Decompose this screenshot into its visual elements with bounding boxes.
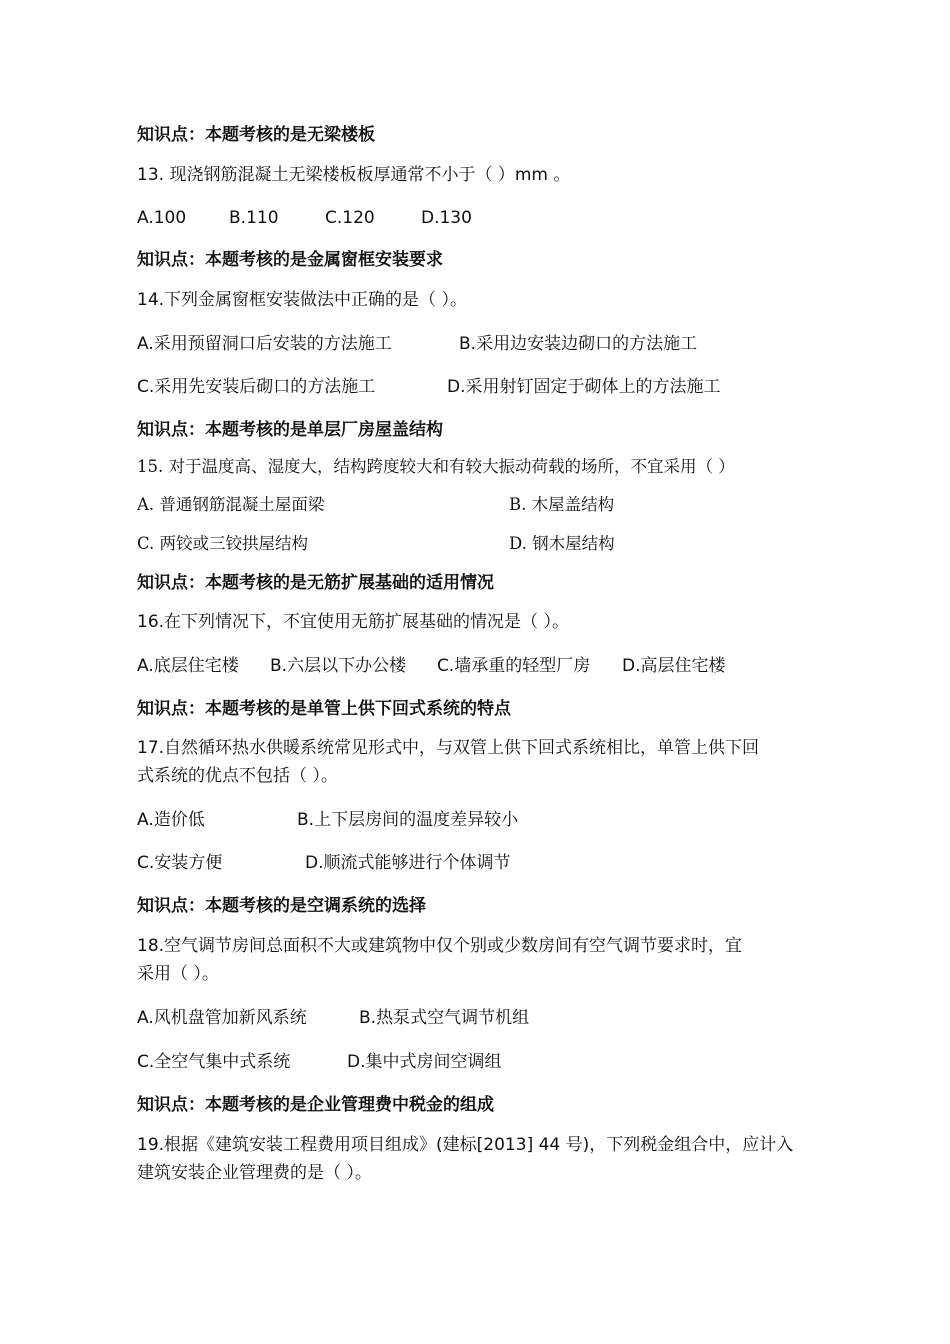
option-a: A.风机盘管加新风系统 <box>137 1008 307 1028</box>
option-c: C.120 <box>325 208 375 228</box>
option-d: D.顺流式能够进行个体调节 <box>305 853 511 873</box>
question-13: 13. 现浇钢筋混凝土无梁楼板板厚通常不小于（ ）mm 。 <box>137 165 571 185</box>
question-14: 14.下列金属窗框安装做法中正确的是（ ）。 <box>137 290 467 310</box>
question-18-line1: 18.空气调节房间总面积不大或建筑物中仅个别或少数房间有空气调节要求时，宜 <box>137 936 743 956</box>
option-b: B.上下层房间的温度差异较小 <box>297 810 519 830</box>
knowledge-point-16: 知识点：本题考核的是无筋扩展基础的适用情况 <box>137 573 494 593</box>
option-b: B.热泵式空气调节机组 <box>359 1008 530 1028</box>
option-c: C.全空气集中式系统 <box>137 1052 291 1072</box>
question-15: 15. 对于温度高、湿度大，结构跨度较大和有较大振动荷载的场所，不宜采用（ ） <box>137 457 735 476</box>
option-a: A.采用预留洞口后安装的方法施工 <box>137 334 392 354</box>
option-d: D. 钢木屋结构 <box>509 534 615 553</box>
option-b: B. 木屋盖结构 <box>509 495 615 514</box>
option-d: D.采用射钉固定于砌体上的方法施工 <box>447 377 721 397</box>
knowledge-point-15: 知识点：本题考核的是单层厂房屋盖结构 <box>137 420 443 440</box>
knowledge-point-19: 知识点：本题考核的是企业管理费中税金的组成 <box>137 1095 494 1115</box>
knowledge-point-18: 知识点：本题考核的是空调系统的选择 <box>137 896 426 916</box>
option-b: B.110 <box>229 208 279 228</box>
knowledge-point-13: 知识点：本题考核的是无梁楼板 <box>137 125 375 145</box>
question-16: 16.在下列情况下，不宜使用无筋扩展基础的情况是（ ）。 <box>137 612 569 632</box>
knowledge-point-17: 知识点：本题考核的是单管上供下回式系统的特点 <box>137 699 511 719</box>
option-c: C. 两铰或三铰拱屋结构 <box>137 534 309 553</box>
question-18-line2: 采用（ ）。 <box>137 964 219 984</box>
knowledge-point-14: 知识点：本题考核的是金属窗框安装要求 <box>137 250 443 270</box>
option-b: B.采用边安装边砌口的方法施工 <box>459 334 698 354</box>
option-a: A.100 <box>137 208 187 228</box>
option-d: D.集中式房间空调组 <box>347 1052 502 1072</box>
option-d: D.130 <box>421 208 472 228</box>
option-d: D.高层住宅楼 <box>622 656 726 676</box>
question-19-line2: 建筑安装企业管理费的是（ ）。 <box>137 1163 372 1183</box>
option-a: A. 普通钢筋混凝土屋面梁 <box>137 495 325 514</box>
question-19-line1: 19.根据《建筑安装工程费用项目组成》(建标[2013] 44 号)，下列税金组合中，应计入 <box>137 1135 794 1155</box>
option-a: A.底层住宅楼 <box>137 656 239 676</box>
question-17-line2: 式系统的优点不包括（ ）。 <box>137 766 338 786</box>
option-b: B.六层以下办公楼 <box>270 656 407 676</box>
option-c: C.墙承重的轻型厂房 <box>437 656 591 676</box>
option-a: A.造价低 <box>137 810 205 830</box>
option-c: C.采用先安装后砌口的方法施工 <box>137 377 376 397</box>
question-17-line1: 17.自然循环热水供暖系统常见形式中，与双管上供下回式系统相比，单管上供下回 <box>137 738 760 758</box>
option-c: C.安装方便 <box>137 853 223 873</box>
